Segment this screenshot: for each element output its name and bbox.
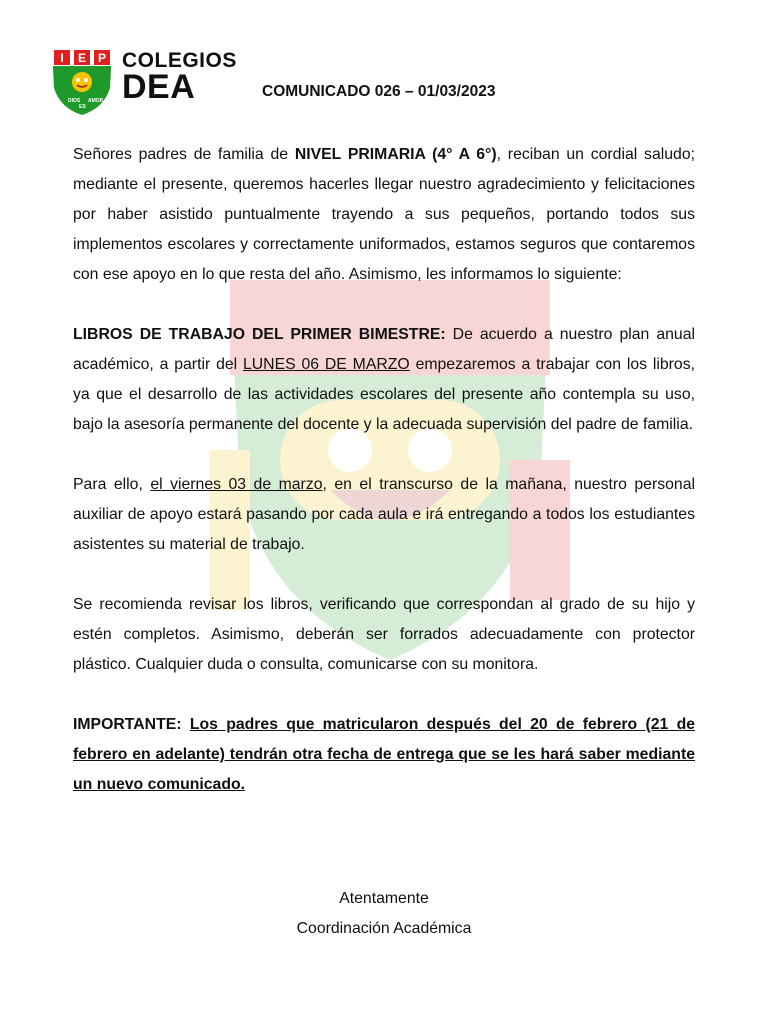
- closing-salutation: Atentamente: [339, 890, 429, 907]
- brand-big: DEA: [122, 68, 196, 106]
- p3-text-a: Para ello,: [73, 476, 151, 493]
- paragraph-delivery: [73, 470, 695, 560]
- p1-text-c: , reciban un cordial saludo; mediante el presente, queremos hacerles llegar nuestro agradecimiento y felicitaciones por haber asistido puntualmente trayendo a sus pequeños, portando todos sus implementos escolares y correctamente uniformados, estamos seguros que contaremos con ese apoyo en lo que resta del año. Asimismo, les informamos lo siguiente:: [73, 146, 695, 283]
- logo-motto-3: AMOR: [88, 98, 104, 104]
- p3-date: el viernes 03 de marzo: [150, 476, 323, 493]
- document-title: COMUNICADO 026 – 01/03/2023: [262, 83, 496, 100]
- closing-signature: Coordinación Académica: [296, 920, 472, 937]
- paragraph-recommendation: Se recomienda revisar los libros, verificando que correspondan al grado de su hijo y estén completos. Asimismo, deberán ser forrados adecuadamente con protector plástico. Cualquier duda o consulta, comunicarse con su monitora.: [73, 596, 695, 673]
- paragraph-books: [73, 320, 695, 440]
- p2-heading: LIBROS DE TRABAJO DEL PRIMER BIMESTRE:: [73, 326, 446, 343]
- school-logo: [50, 44, 114, 116]
- letter-body: [73, 140, 695, 800]
- paragraph-greeting: [73, 140, 695, 290]
- p2-date: LUNES 06 DE MARZO: [242, 356, 410, 373]
- brand-name: [122, 49, 237, 106]
- p3-text-b: , en el transcurso de la mañana, nuestro personal auxiliar de apoyo estará pasando por cada aula e irá entregando a todos los estudiantes asistentes su material de trabajo.: [73, 476, 695, 553]
- logo-motto-1: DIOS: [68, 98, 81, 104]
- paragraph-important: [73, 710, 695, 800]
- p5-label: IMPORTANTE:: [73, 716, 182, 733]
- closing-block: [0, 884, 768, 944]
- p2-text-b: empezaremos a trabajar con los libros, ya que el desarrollo de las actividades escolares del presente año contempla su uso, bajo la asesoría permanente del docente y la adecuada supervisión del padre de familia.: [73, 356, 695, 433]
- brand-small: COLEGIOS: [122, 49, 237, 72]
- logo-letter-e: E: [77, 51, 87, 65]
- logo-letter-i: I: [60, 51, 64, 65]
- p1-text-a: Señores padres de familia de: [73, 146, 295, 163]
- p2-text-a: De acuerdo a nuestro plan anual académico, a partir del: [73, 326, 695, 373]
- p1-level: NIVEL PRIMARIA (4° A 6°): [294, 146, 497, 163]
- logo-motto-2: ES: [79, 104, 86, 110]
- logo-letter-p: P: [97, 51, 107, 65]
- p5-text: Los padres que matricularon después del 20 de febrero (21 de febrero en adelante) tendrán otra fecha de entrega que se les hará saber mediante un nuevo comunicado.: [73, 716, 696, 793]
